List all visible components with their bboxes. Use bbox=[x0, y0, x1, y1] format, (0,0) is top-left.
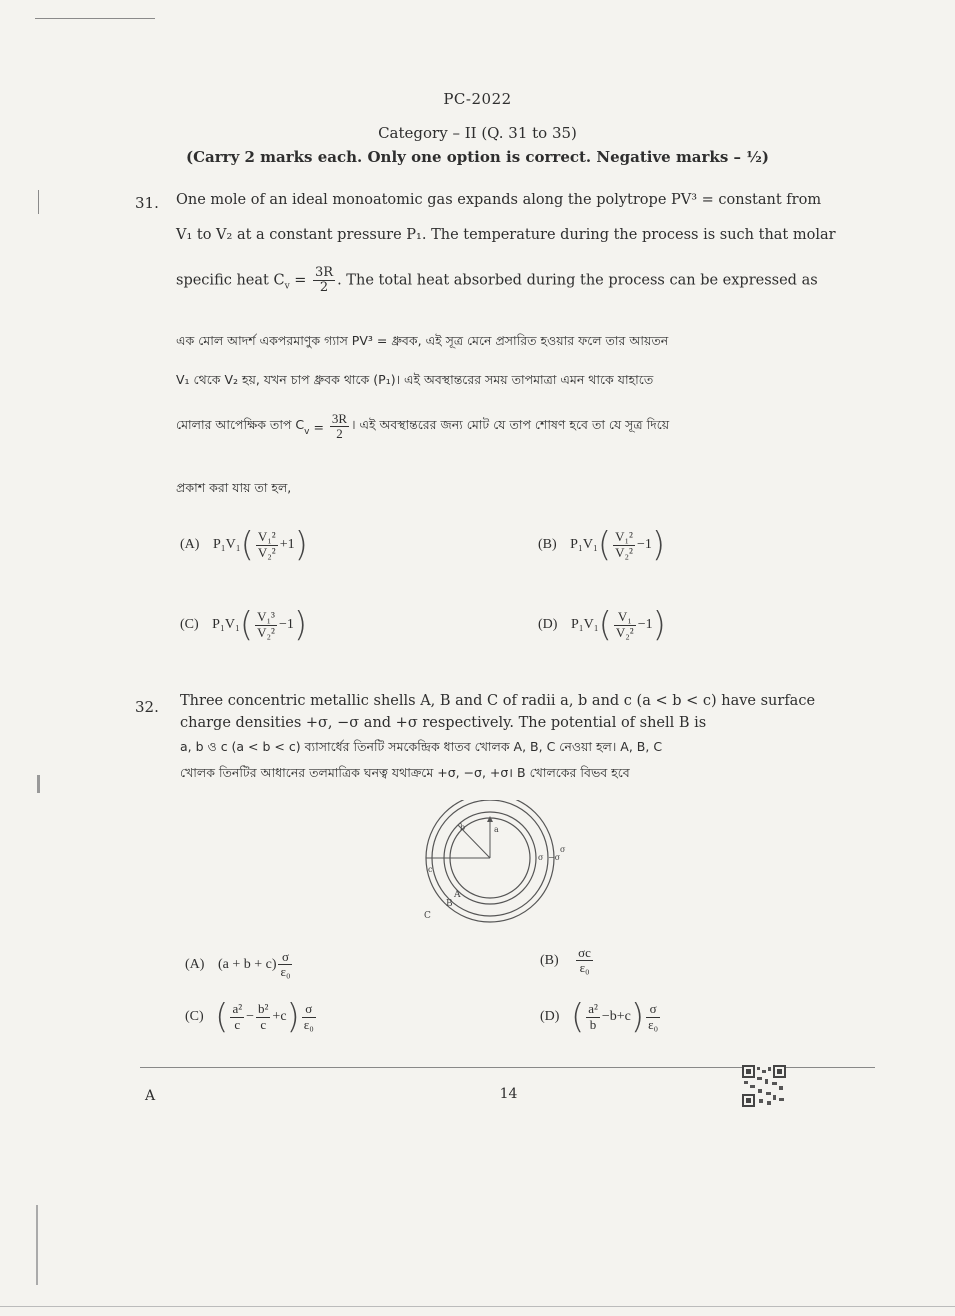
frac-num: V₁³ bbox=[257, 609, 275, 625]
option-prefix: P₁V₁ bbox=[212, 537, 241, 552]
option-tail: +1 bbox=[279, 537, 295, 552]
q32-option-a[interactable] bbox=[185, 950, 294, 980]
option-label: (C) bbox=[180, 617, 199, 632]
shell-label-b: B bbox=[446, 899, 453, 909]
q32-option-d[interactable] bbox=[540, 997, 662, 1037]
q31-eq: = bbox=[289, 272, 312, 289]
option-label: (D) bbox=[540, 1009, 560, 1024]
charge-label-b: −σ bbox=[548, 853, 561, 862]
frac-den: ε₀ bbox=[303, 1016, 314, 1032]
option-tail: −b+c bbox=[601, 1009, 631, 1024]
frac-num: V₁ bbox=[614, 610, 636, 625]
frac-num: V₁² bbox=[257, 529, 276, 545]
frac-den: V₂² bbox=[257, 624, 275, 640]
frac-den: c bbox=[234, 1016, 241, 1032]
q31-text: specific heat C bbox=[176, 272, 285, 289]
q31-bengali-line-1: এক মোল আদর্শ একপরমাণুক গ্যাস PV³ = ধ্রুবক, এই সূত্র মেনে প্রসারিত হওয়ার ফলে তার আয়তন bbox=[176, 333, 669, 348]
q32-option-c[interactable] bbox=[185, 997, 318, 1037]
q32-bengali-line-2: খোলক তিনটির আধানের তলমাত্রিক ঘনত্ব যথাক্রমে +σ, −σ, +σ। B খোলকের বিভব হবে bbox=[180, 765, 630, 780]
open-paren: ( bbox=[597, 525, 612, 565]
q31-bn-sub: v bbox=[304, 426, 310, 437]
term-1-fraction bbox=[230, 1002, 244, 1032]
shell-label-a: A bbox=[454, 890, 461, 900]
frac-den: V₂² bbox=[257, 544, 276, 560]
q32-english-line-1: Three concentric metallic shells A, B and C of radii a, b and c (a < b < c) have surface bbox=[180, 693, 816, 709]
q31-bengali-line-3 bbox=[176, 412, 669, 442]
frac-num: σ bbox=[646, 1002, 660, 1017]
q31-text-tail: . The total heat absorbed during the process can be expressed as bbox=[337, 272, 818, 289]
q31-fraction bbox=[313, 266, 335, 296]
q31-bengali-line-2: V₁ থেকে V₂ হয়, যখন চাপ ধ্রুবক থাকে (P₁)। এই অবস্থান্তরের সময় তাপমাত্রা এমন থাকে যাহাতে bbox=[176, 372, 654, 387]
radius-label-b: b bbox=[460, 823, 466, 832]
paper-code: PC-2022 bbox=[443, 90, 512, 108]
option-label: (A) bbox=[180, 537, 200, 552]
frac-num: a² bbox=[232, 1001, 243, 1017]
frac-num: a² bbox=[588, 1001, 598, 1017]
option-label: (C) bbox=[185, 1009, 204, 1024]
frac-den: c bbox=[260, 1016, 267, 1032]
q32-english-line-2: charge densities +σ, −σ and +σ respectively. The potential of shell B is bbox=[180, 715, 707, 731]
option-tail: −1 bbox=[278, 617, 294, 632]
shell-label-c: C bbox=[424, 911, 431, 921]
term-2-fraction bbox=[256, 1002, 270, 1032]
frac-num: V₁² bbox=[615, 529, 633, 545]
scan-mark-top bbox=[35, 18, 155, 19]
frac-num: σ bbox=[302, 1002, 316, 1017]
q31-english-line-2: V₁ to V₂ at a constant pressure P₁. The temperature during the process is such that molar bbox=[176, 227, 836, 243]
q31-option-a[interactable] bbox=[180, 525, 308, 565]
q32-option-b[interactable] bbox=[540, 946, 595, 976]
q31-sub: v bbox=[284, 281, 290, 292]
open-paren: ( bbox=[240, 525, 254, 565]
arrow-head bbox=[487, 816, 493, 822]
question-number-32: 32. bbox=[135, 698, 159, 716]
q31-bengali-line-4: প্রকাশ করা যায় তা হল, bbox=[176, 480, 292, 495]
option-prefix: P₁V₁ bbox=[570, 617, 599, 632]
open-paren: ( bbox=[239, 605, 254, 645]
option-expr: (a + b + c) bbox=[217, 956, 277, 972]
option-prefix: P₁V₁ bbox=[212, 617, 240, 632]
option-tail: −1 bbox=[636, 537, 652, 552]
q31-bn-text-tail: । এই অবস্থান্তরের জন্য মোট যে তাপ শোষণ হবে তা যে সূত্র দিয়ে bbox=[351, 416, 670, 432]
q31-bn-text: মোলার আপেক্ষিক তাপ C bbox=[176, 416, 305, 432]
charge-label-c: σ bbox=[560, 845, 566, 854]
option-fraction bbox=[302, 1002, 316, 1032]
frac-den: b bbox=[589, 1016, 597, 1032]
option-prefix: P₁V₁ bbox=[570, 537, 598, 552]
option-label: (A) bbox=[185, 956, 205, 972]
close-paren: ) bbox=[294, 525, 308, 565]
option-fraction bbox=[256, 530, 278, 560]
frac-num: σc bbox=[578, 945, 591, 960]
open-paren: ( bbox=[598, 605, 612, 645]
close-paren: ) bbox=[652, 605, 666, 645]
operator: − bbox=[246, 1009, 255, 1024]
q31-bn-frac-den: 2 bbox=[336, 426, 343, 442]
close-paren: ) bbox=[651, 525, 666, 565]
q31-english-line-1: One mole of an ideal monoatomic gas expands along the polytrope PV³ = constant from bbox=[176, 192, 822, 208]
frac-den: ε₀ bbox=[648, 1016, 659, 1032]
question-set-letter: A bbox=[145, 1088, 156, 1104]
page-number: 14 bbox=[499, 1086, 518, 1102]
close-paren: ) bbox=[293, 605, 308, 645]
qr-code-icon bbox=[742, 1065, 786, 1107]
scan-mark-bottom bbox=[0, 1306, 955, 1307]
frac-den: ε₀ bbox=[579, 960, 590, 976]
close-paren: ) bbox=[286, 997, 300, 1037]
scan-mark-left-3 bbox=[36, 1205, 38, 1285]
q31-option-c[interactable] bbox=[180, 605, 308, 645]
option-label: (B) bbox=[538, 537, 557, 552]
option-fraction bbox=[576, 946, 593, 976]
q32-bengali-line-1: a, b ও c (a < b < c) ব্যাসার্ধের তিনটি সমকেন্দ্রিক ধাতব খোলক A, B, C নেওয়া হল। A, B, C bbox=[180, 739, 663, 754]
option-tail: +c bbox=[272, 1009, 287, 1024]
concentric-shells-diagram bbox=[410, 800, 585, 925]
radius-label-c: c bbox=[428, 865, 433, 874]
frac-den: V₂² bbox=[615, 544, 633, 560]
scan-mark-left bbox=[38, 190, 39, 214]
charge-label-a: σ bbox=[538, 853, 544, 862]
frac-den: V₂² bbox=[615, 624, 634, 640]
term-1-fraction bbox=[586, 1002, 600, 1032]
q31-bn-frac-num: 3R bbox=[331, 411, 348, 426]
option-fraction bbox=[646, 1002, 660, 1032]
option-label: (B) bbox=[540, 952, 559, 968]
option-label: (D) bbox=[538, 617, 558, 632]
q31-bn-eq: = bbox=[309, 419, 328, 435]
marking-instructions: (Carry 2 marks each. Only one option is correct. Negative marks – ½) bbox=[186, 148, 769, 166]
option-fraction bbox=[255, 610, 277, 640]
question-number-31: 31. bbox=[135, 194, 159, 212]
q31-english-line-3 bbox=[176, 266, 818, 296]
q31-bn-fraction bbox=[330, 412, 349, 442]
q31-option-d[interactable] bbox=[538, 605, 666, 645]
open-paren: ( bbox=[570, 997, 585, 1037]
frac-num: b² bbox=[258, 1001, 269, 1017]
option-tail: −1 bbox=[637, 617, 653, 632]
q31-frac-num: 3R bbox=[315, 265, 334, 280]
option-fraction bbox=[613, 530, 635, 560]
option-fraction bbox=[614, 610, 636, 640]
open-paren: ( bbox=[215, 997, 229, 1037]
scan-mark-left-2 bbox=[37, 775, 40, 793]
frac-den: ε₀ bbox=[280, 964, 291, 980]
q31-frac-den: 2 bbox=[319, 280, 329, 296]
category-title: Category – II (Q. 31 to 35) bbox=[378, 124, 577, 142]
option-fraction bbox=[278, 950, 292, 980]
radius-label-a: a bbox=[494, 825, 499, 834]
close-paren: ) bbox=[630, 997, 645, 1037]
frac-num: σ bbox=[278, 950, 292, 965]
q31-option-b[interactable] bbox=[538, 525, 666, 565]
